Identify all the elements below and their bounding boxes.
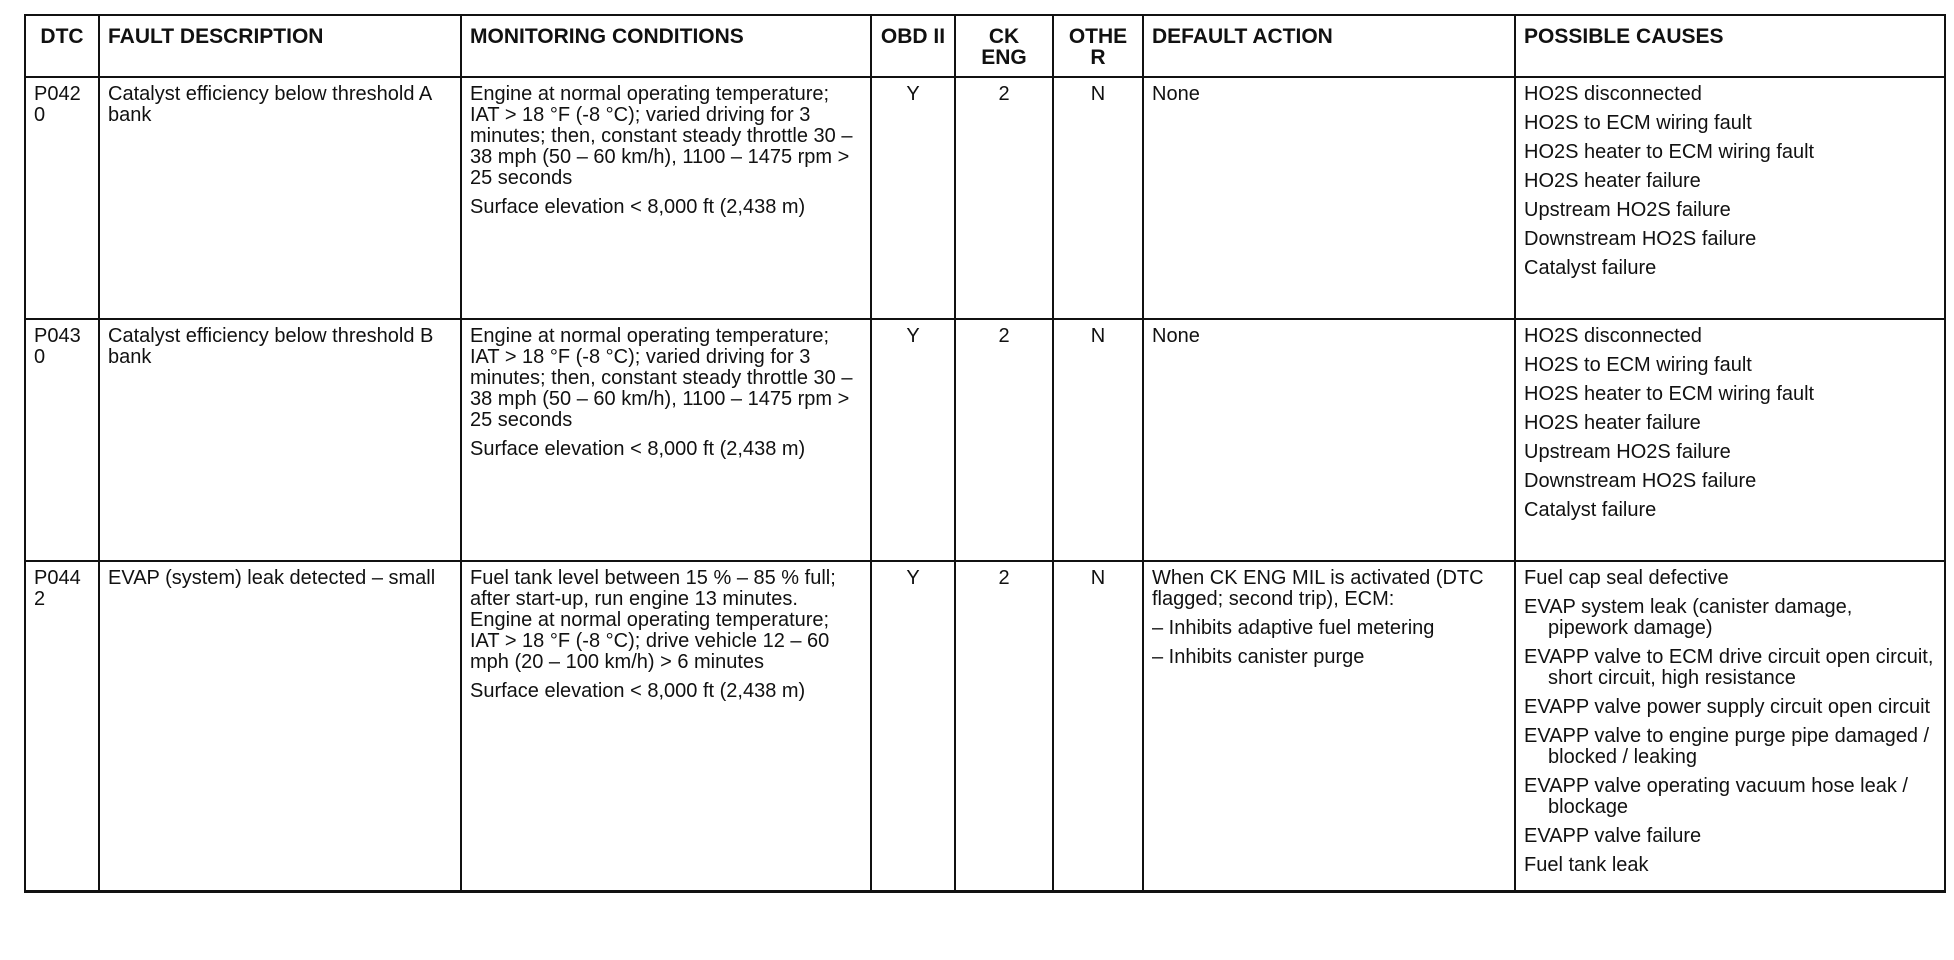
ck-eng-value: 2 — [955, 319, 1053, 561]
fault-description: EVAP (system) leak detected – small — [99, 561, 461, 892]
cause-item: EVAPP valve power supply circuit open circuit — [1524, 696, 1931, 718]
default-action — [1143, 319, 1515, 561]
obd-ii-value: Y — [871, 561, 955, 892]
default-action-line: – Inhibits canister purge — [1152, 646, 1365, 668]
possible-causes — [1515, 319, 1945, 561]
default-action-line: – Inhibits adaptive fuel metering — [1152, 617, 1435, 639]
cause-item: HO2S heater to ECM wiring fault — [1524, 141, 1815, 163]
table-row-p0442 — [25, 561, 1945, 892]
default-action — [1143, 77, 1515, 319]
dtc-document — [24, 14, 1944, 893]
header-other: OTHER — [1053, 15, 1143, 77]
cause-item: HO2S heater failure — [1524, 412, 1701, 434]
cause-item: Catalyst failure — [1524, 257, 1657, 279]
header-row — [25, 15, 1945, 77]
possible-causes — [1515, 561, 1945, 892]
other-value: N — [1053, 77, 1143, 319]
obd-ii-value: Y — [871, 319, 955, 561]
monitoring-paragraph: Engine at normal operating temperature; IAT > 18 °F (-8 °C); varied driving for 3 minutes; then, constant steady throttle 30 – 38 mph (50 – 60 km/h), 1100 – 1475 rpm > 25 seconds — [470, 83, 853, 189]
dtc-code: P0430 — [25, 319, 99, 561]
header-dtc: DTC — [25, 15, 99, 77]
fault-description: Catalyst efficiency below threshold B bank — [99, 319, 461, 561]
header-monitoring-conditions: MONITORING CONDITIONS — [461, 15, 871, 77]
header-ck-eng: CK ENG — [955, 15, 1053, 77]
cause-item: EVAPP valve to engine purge pipe damaged / blocked / leaking — [1524, 725, 1930, 768]
monitoring-paragraph: Surface elevation < 8,000 ft (2,438 m) — [470, 438, 806, 460]
dtc-table — [24, 14, 1946, 893]
header-fault-description: FAULT DESCRIPTION — [99, 15, 461, 77]
header-possible-causes: POSSIBLE CAUSES — [1515, 15, 1945, 77]
monitoring-paragraph: Surface elevation < 8,000 ft (2,438 m) — [470, 680, 806, 702]
monitoring-conditions — [461, 319, 871, 561]
cause-item: Fuel cap seal defective — [1524, 567, 1729, 589]
dtc-code: P0442 — [25, 561, 99, 892]
monitoring-paragraph: Engine at normal operating temperature; IAT > 18 °F (-8 °C); varied driving for 3 minutes; then, constant steady throttle 30 – 38 mph (50 – 60 km/h), 1100 – 1475 rpm > 25 seconds — [470, 325, 853, 431]
cause-item: EVAP system leak (canister damage, pipework damage) — [1524, 596, 1853, 639]
monitoring-conditions — [461, 561, 871, 892]
cause-item: HO2S to ECM wiring fault — [1524, 354, 1752, 376]
cause-item: HO2S heater to ECM wiring fault — [1524, 383, 1815, 405]
cause-item: EVAPP valve failure — [1524, 825, 1702, 847]
default-action-line: None — [1152, 325, 1200, 347]
cause-item: Downstream HO2S failure — [1524, 228, 1757, 250]
monitoring-conditions — [461, 77, 871, 319]
ck-eng-value: 2 — [955, 77, 1053, 319]
default-action-line: When CK ENG MIL is activated (DTC flagged; second trip), ECM: — [1152, 567, 1484, 610]
default-action-line: None — [1152, 83, 1200, 105]
cause-item: HO2S disconnected — [1524, 83, 1702, 105]
cause-item: HO2S heater failure — [1524, 170, 1701, 192]
cause-item: EVAPP valve operating vacuum hose leak / blockage — [1524, 775, 1908, 818]
possible-causes — [1515, 77, 1945, 319]
cause-item: EVAPP valve to ECM drive circuit open circuit, short circuit, high resistance — [1524, 646, 1934, 689]
fault-description: Catalyst efficiency below threshold A bank — [99, 77, 461, 319]
table-row-p0430 — [25, 319, 1945, 561]
header-default-action: DEFAULT ACTION — [1143, 15, 1515, 77]
header-obd-ii: OBD II — [871, 15, 955, 77]
cause-item: HO2S to ECM wiring fault — [1524, 112, 1752, 134]
ck-eng-value: 2 — [955, 561, 1053, 892]
cause-item: Fuel tank leak — [1524, 854, 1649, 876]
default-action — [1143, 561, 1515, 892]
cause-item: Catalyst failure — [1524, 499, 1657, 521]
dtc-code: P0420 — [25, 77, 99, 319]
cause-item: Upstream HO2S failure — [1524, 199, 1731, 221]
obd-ii-value: Y — [871, 77, 955, 319]
cause-item: HO2S disconnected — [1524, 325, 1702, 347]
table-row-p0420 — [25, 77, 1945, 319]
other-value: N — [1053, 319, 1143, 561]
cause-item: Upstream HO2S failure — [1524, 441, 1731, 463]
monitoring-paragraph: Surface elevation < 8,000 ft (2,438 m) — [470, 196, 806, 218]
monitoring-paragraph: Fuel tank level between 15 % – 85 % full; after start-up, run engine 13 minutes. Engine at normal operating temperature; IAT > 18 °F (-8 °C); drive vehicle 12 – 60 mph (20 – 100 km/h) > 6 minutes — [470, 567, 836, 673]
other-value: N — [1053, 561, 1143, 892]
cause-item: Downstream HO2S failure — [1524, 470, 1757, 492]
